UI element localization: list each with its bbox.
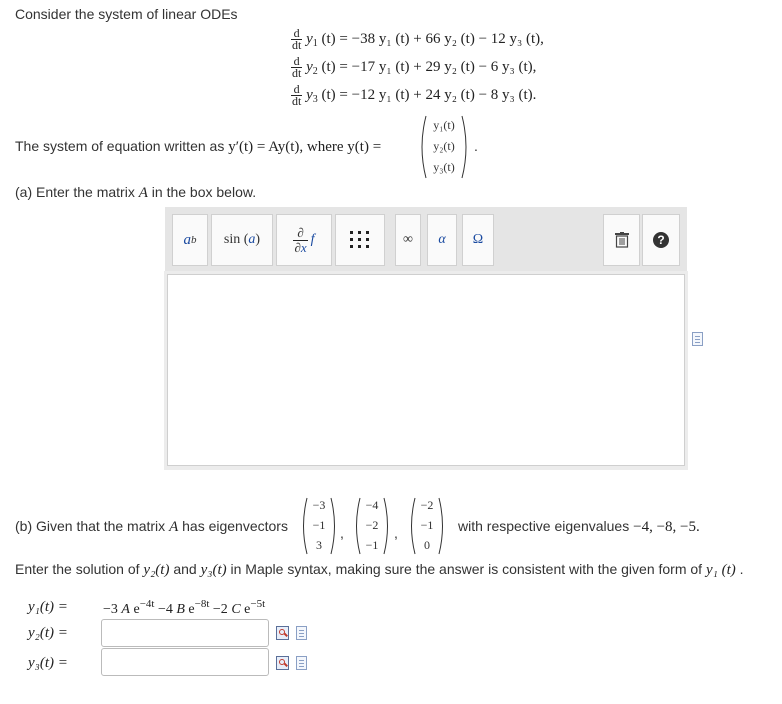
part-b-prefix: (b) Given that the matrix A has eigenvectors [15, 518, 288, 535]
omega-button[interactable]: Ω [462, 214, 494, 266]
y3-label: y₃(t) = [28, 655, 68, 671]
y-vector: y₁(t) y₂(t) y₃(t) [416, 114, 472, 180]
derivative-fraction: $\frac{d}{dt}$ [292, 82, 302, 108]
infinity-button[interactable]: ∞ [395, 214, 421, 266]
preview-icon[interactable] [276, 656, 289, 670]
document-icon[interactable] [692, 332, 703, 346]
eigenvalues-text: with respective eigenvalues −4, −8, −5. [458, 518, 700, 535]
math-toolbar [165, 207, 687, 271]
ode-row-2: $\frac{d}{dt}$ $y_2$ (t) = −17 y₁ (t) + 29 y₂ (t) − 6 y₃ (t), [292, 54, 537, 80]
help-icon: ? [653, 232, 669, 248]
y1-solution: −3 A $e^{-4t} -4$ B $e^{-8t} -2$ C $e^{-5t}$ [103, 598, 266, 617]
separator: , [340, 525, 344, 541]
trash-icon [615, 232, 629, 248]
document-icon[interactable] [296, 626, 307, 640]
derivative-fraction: $\frac{d}{dt}$ [292, 26, 302, 52]
function-button[interactable]: sin ( a ) [211, 214, 273, 266]
help-button[interactable] [642, 214, 680, 266]
eigenvector-1: −3 −1 3 [299, 496, 339, 556]
superscript-button[interactable]: a b [172, 214, 208, 266]
matrix-icon [349, 230, 371, 250]
y2-input[interactable] [101, 619, 269, 647]
intro-text: Consider the system of linear ODEs [15, 6, 238, 22]
document-icon[interactable] [296, 656, 307, 670]
matrix-button[interactable] [335, 214, 385, 266]
part-a-label: (a) Enter the matrix A in the box below. [15, 184, 257, 201]
ode-row-3: $\frac{d}{dt}$ $y_3$ (t) = −12 y₁ (t) + 24 y₂ (t) − 8 y₃ (t). [292, 82, 537, 108]
matrix-editor[interactable] [167, 274, 685, 466]
y2-label: y₂(t) = [28, 625, 68, 641]
alpha-button[interactable]: α [427, 214, 457, 266]
trash-button[interactable] [603, 214, 640, 266]
eigenvector-2: −4 −2 −1 [352, 496, 392, 556]
y1-label: y₁(t) = [28, 599, 68, 615]
system-written-as: The system of equation written as y′(t) = Ay(t), where y(t) = [15, 138, 382, 155]
derivative-fraction: $\frac{d}{dt}$ [292, 54, 302, 80]
preview-icon[interactable] [276, 626, 289, 640]
derivative-button[interactable]: $\frac{\partial}{\partial x}$ f [276, 214, 332, 266]
part-b-instruction: Enter the solution of y₂(t) and y₃(t) in Maple syntax, making sure the answer is consistent with the given form of y₁ (t) . [15, 561, 744, 578]
eigenvector-3: −2 −1 0 [407, 496, 447, 556]
separator: , [394, 525, 398, 541]
ode-row-1: $\frac{d}{dt}$ $y_1$ (t) = −38 y₁ (t) + 66 y₂ (t) − 12 y₃ (t), [292, 26, 544, 52]
y3-input[interactable] [101, 648, 269, 676]
period: . [474, 138, 478, 154]
